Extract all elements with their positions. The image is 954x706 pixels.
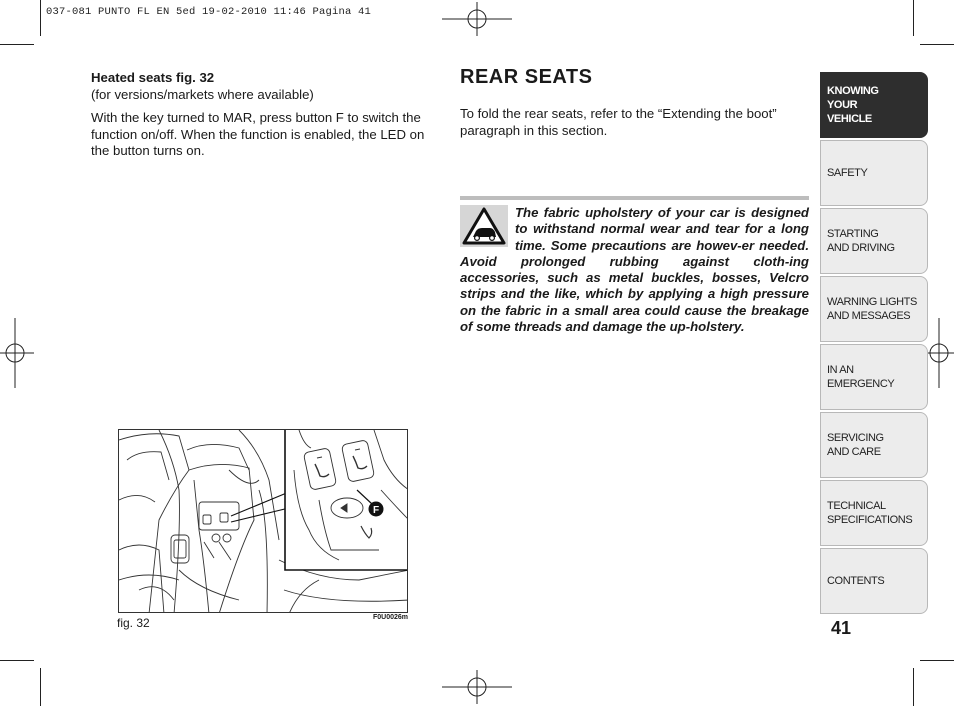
crop-mark <box>40 0 41 36</box>
heated-seats-subheading: (for versions/markets where available) <box>91 86 314 102</box>
heated-seats-body: With the key turned to MAR, press button F to switch the function on/off. When the function is enabled, the LED on the button turns on. <box>91 110 425 158</box>
tab-knowing-your-vehicle[interactable]: KNOWING YOUR VEHICLE <box>820 72 928 138</box>
figure-code: F0U0026m <box>373 614 409 621</box>
heated-seat-console-drawing <box>119 430 408 613</box>
heated-seats-section <box>91 70 441 167</box>
crop-mark <box>913 0 914 36</box>
figure-caption: fig. 32 <box>117 616 150 630</box>
section-title: REAR SEATS <box>460 66 593 88</box>
tab-in-an-emergency[interactable]: IN AN EMERGENCY <box>820 344 928 410</box>
chapter-tabs <box>820 72 928 616</box>
crop-mark <box>920 44 954 45</box>
registration-mark-icon <box>0 318 34 388</box>
crop-mark <box>0 660 34 661</box>
registration-mark-icon <box>442 670 512 704</box>
warning-divider <box>460 196 809 200</box>
crop-mark <box>40 668 41 706</box>
tab-safety[interactable]: SAFETY <box>820 140 928 206</box>
crop-mark <box>0 44 34 45</box>
button-f-label: F <box>372 505 380 516</box>
registration-mark-icon <box>442 2 512 36</box>
tab-servicing-and-care[interactable]: SERVICING AND CARE <box>820 412 928 478</box>
tab-technical-specifications[interactable]: TECHNICAL SPECIFICATIONS <box>820 480 928 546</box>
tab-starting-and-driving[interactable]: STARTING AND DRIVING <box>820 208 928 274</box>
crop-mark <box>920 660 954 661</box>
crop-mark <box>913 668 914 706</box>
upholstery-warning <box>460 205 809 335</box>
figure-32-illustration <box>118 429 408 613</box>
section-intro: To fold the rear seats, refer to the “Extending the boot” paragraph in this section. <box>460 106 777 138</box>
page-number: 41 <box>831 618 852 638</box>
upholstery-warning-text: The fabric upholstery of your car is designed to withstand normal wear and tear for a long time. Some precautions are howev-er needed. Avoid prolonged rubbing against cloth-ing accessories, such as metal buckles, bosses, Velcro strips and the like, which by applying a high pressure on the fabric in a small area could cause the breakage of some threads and damage the up-holstery. <box>460 205 809 335</box>
tab-contents[interactable]: CONTENTS <box>820 548 928 614</box>
tab-warning-lights[interactable]: WARNING LIGHTS AND MESSAGES <box>820 276 928 342</box>
heated-seats-heading: Heated seats fig. 32 <box>91 70 215 85</box>
print-slug: 037-081 PUNTO FL EN 5ed 19-02-2010 11:46 Pagina 41 <box>46 6 372 18</box>
